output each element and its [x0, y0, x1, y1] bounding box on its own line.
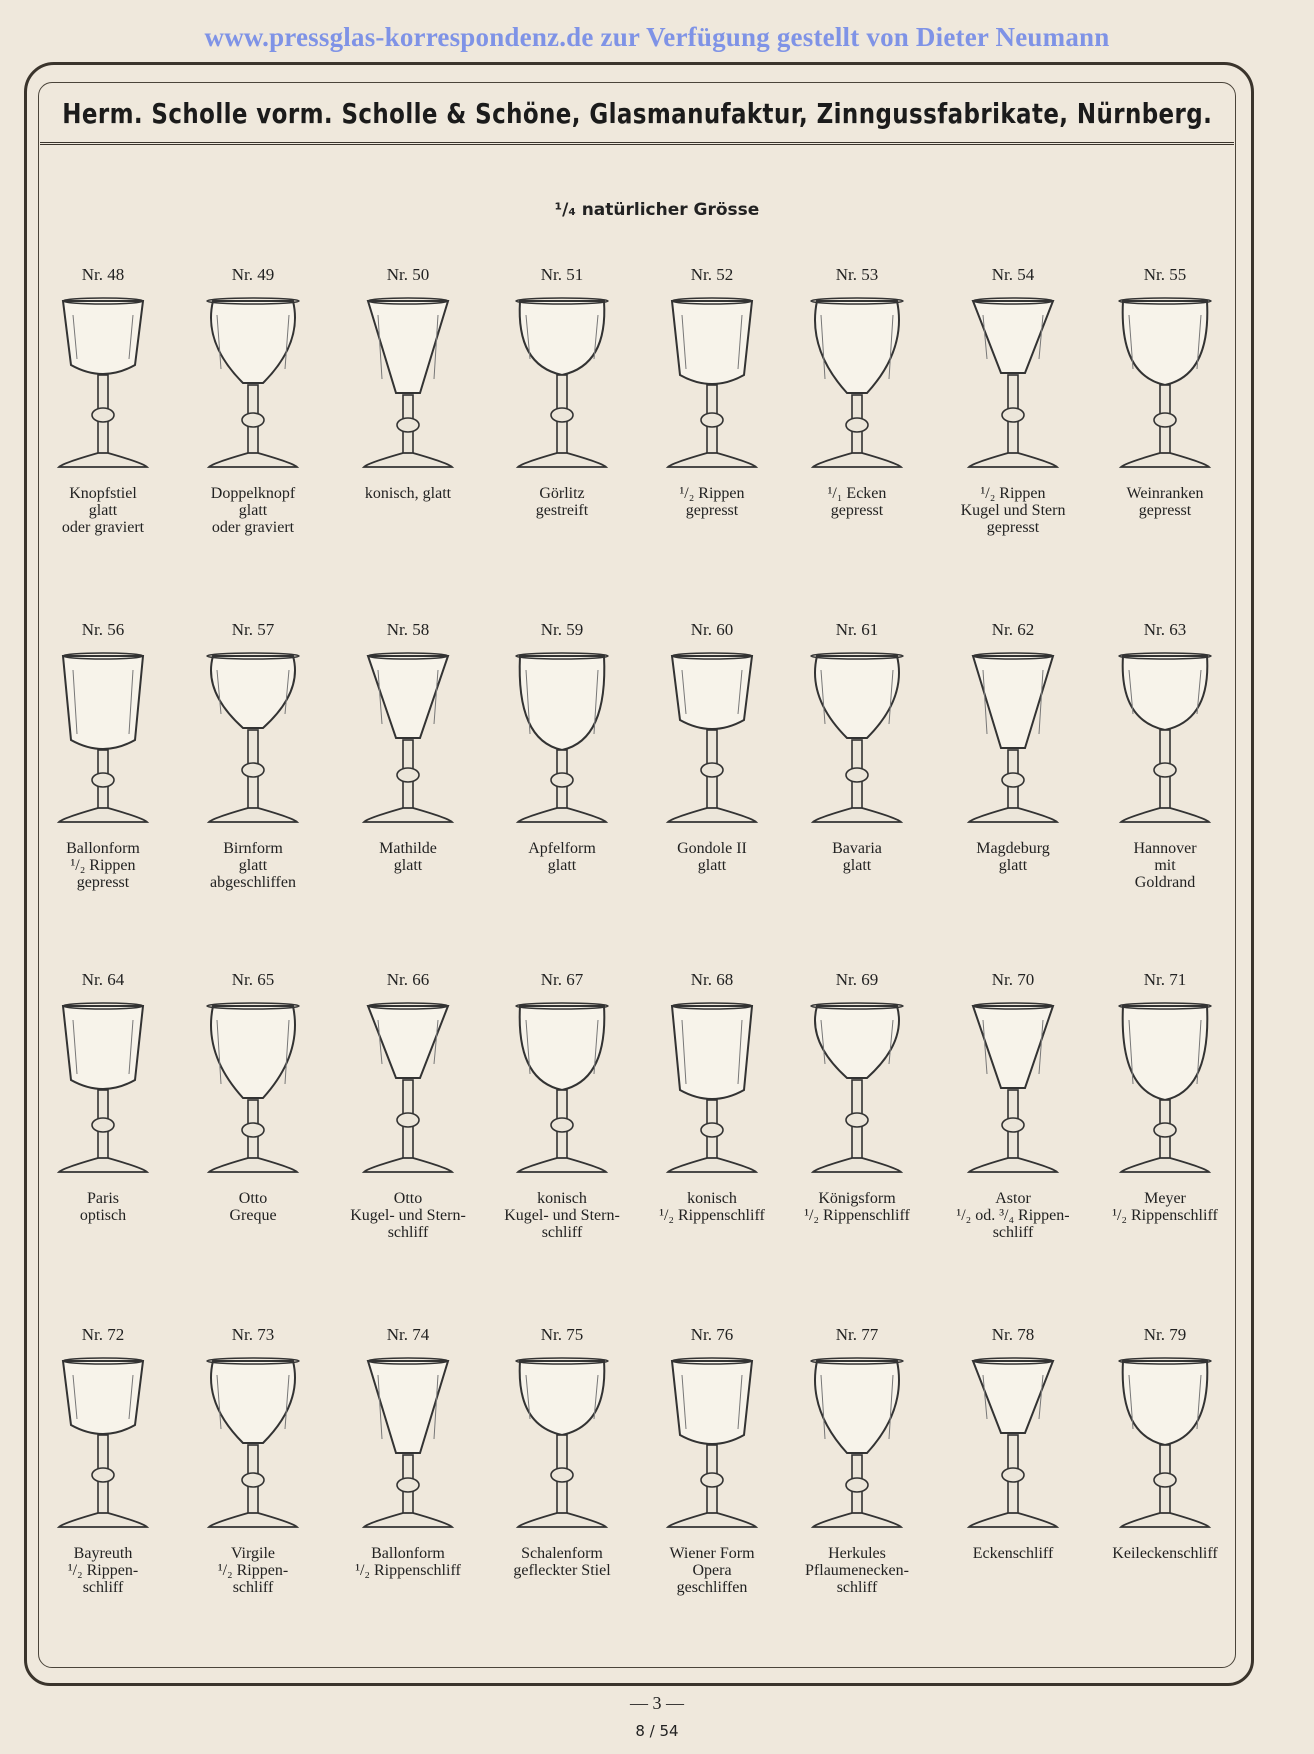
glass-item [333, 1325, 483, 1579]
glass-item [938, 1325, 1088, 1562]
glass-item [1090, 265, 1240, 519]
glass-description: Hannover mit Goldrand [1133, 840, 1197, 891]
catalog-header [40, 84, 1234, 145]
glass-item [28, 1325, 178, 1596]
glass-number: Nr. 51 [540, 265, 584, 284]
wine-glass-illustration [48, 650, 158, 830]
glass-number: Nr. 67 [540, 970, 584, 989]
glass-item [938, 265, 1088, 536]
header-title: Herm. Scholle vorm. Scholle & Schöne, Glasmanufaktur, Zinngussfabrikate, Nürnberg. [61, 96, 1213, 130]
glass-number: Nr. 52 [690, 265, 734, 284]
wine-glass-illustration [958, 1000, 1068, 1180]
wine-glass-illustration [802, 650, 912, 830]
glass-description: konisch, glatt [364, 485, 452, 502]
glass-description: Doppelknopf glatt oder graviert [210, 485, 296, 536]
glass-item [333, 970, 483, 1241]
glass-number: Nr. 61 [835, 620, 879, 639]
glass-number: Nr. 50 [386, 265, 430, 284]
wine-glass-illustration [958, 1355, 1068, 1535]
glass-number: Nr. 63 [1143, 620, 1187, 639]
glass-number: Nr. 69 [835, 970, 879, 989]
glass-number: Nr. 49 [231, 265, 275, 284]
glass-number: Nr. 72 [81, 1325, 125, 1344]
glass-item [938, 970, 1088, 1241]
glass-number: Nr. 48 [81, 265, 125, 284]
glass-description: Virgile ¹/₂ Rippen- schliff [217, 1545, 289, 1596]
wine-glass-illustration [507, 650, 617, 830]
glass-description: Keileckenschliff [1112, 1545, 1218, 1562]
pdf-page-counter: 8 / 54 [635, 1722, 679, 1740]
glass-description: Ballonform ¹/₂ Rippenschliff [355, 1545, 461, 1579]
wine-glass-illustration [657, 1000, 767, 1180]
glass-description: Königsform ¹/₂ Rippenschliff [804, 1190, 910, 1224]
wine-glass-illustration [1110, 1000, 1220, 1180]
wine-glass-illustration [657, 295, 767, 475]
glass-description: Görlitz gestreift [535, 485, 589, 519]
glass-number: Nr. 70 [991, 970, 1035, 989]
glass-description: Eckenschliff [972, 1545, 1054, 1562]
glass-description: Herkules Pflaumenecken- schliff [805, 1545, 909, 1596]
glass-item [782, 1325, 932, 1596]
glass-number: Nr. 75 [540, 1325, 584, 1344]
glass-number: Nr. 78 [991, 1325, 1035, 1344]
glass-description: Wiener Form Opera geschliffen [669, 1545, 755, 1596]
glass-item [1090, 970, 1240, 1224]
glass-item [178, 265, 328, 536]
glass-number: Nr. 73 [231, 1325, 275, 1344]
wine-glass-illustration [353, 295, 463, 475]
glass-description: Gondole II glatt [677, 840, 747, 874]
glass-item [938, 620, 1088, 874]
glass-description: Ballonform ¹/₂ Rippen gepresst [66, 840, 140, 891]
glass-item [178, 970, 328, 1224]
glass-item [1090, 620, 1240, 891]
scale-note: ¹/₄ natürlicher Grösse [554, 200, 760, 220]
glass-number: Nr. 76 [690, 1325, 734, 1344]
glass-description: Bayreuth ¹/₂ Rippen- schliff [67, 1545, 139, 1596]
watermark-text: www.pressglas-korrespondenz.de zur Verfügung gestellt von Dieter Neumann [204, 22, 1110, 52]
glass-item [637, 265, 787, 519]
glass-description: Magdeburg glatt [976, 840, 1050, 874]
glass-description: Paris optisch [79, 1190, 127, 1224]
glass-description: Apfelform glatt [528, 840, 596, 874]
glass-description: Weinranken gepresst [1126, 485, 1204, 519]
glass-item [487, 1325, 637, 1579]
glass-description: Knopfstiel glatt oder graviert [61, 485, 145, 536]
glass-number: Nr. 65 [231, 970, 275, 989]
wine-glass-illustration [958, 650, 1068, 830]
glass-number: Nr. 57 [231, 620, 275, 639]
glass-number: Nr. 58 [386, 620, 430, 639]
wine-glass-illustration [48, 295, 158, 475]
glass-item [637, 970, 787, 1224]
glass-description: ¹/₁ Ecken gepresst [827, 485, 887, 519]
wine-glass-illustration [507, 1355, 617, 1535]
glass-item [28, 620, 178, 891]
glass-description: Otto Greque [229, 1190, 277, 1224]
glass-number: Nr. 79 [1143, 1325, 1187, 1344]
glass-item [487, 265, 637, 519]
glass-number: Nr. 55 [1143, 265, 1187, 284]
glass-item [487, 620, 637, 874]
wine-glass-illustration [353, 1000, 463, 1180]
glass-number: Nr. 53 [835, 265, 879, 284]
wine-glass-illustration [353, 1355, 463, 1535]
glass-item [637, 620, 787, 874]
glass-item [782, 970, 932, 1224]
glass-item [333, 265, 483, 502]
glass-item [333, 620, 483, 874]
glass-item [28, 265, 178, 536]
wine-glass-illustration [198, 295, 308, 475]
glass-description: Birnform glatt abgeschliffen [210, 840, 296, 891]
wine-glass-illustration [657, 650, 767, 830]
glass-item [487, 970, 637, 1241]
glass-item [1090, 1325, 1240, 1562]
glass-item [637, 1325, 787, 1596]
glass-description: Otto Kugel- und Stern- schliff [350, 1190, 466, 1241]
glass-number: Nr. 59 [540, 620, 584, 639]
wine-glass-illustration [802, 1000, 912, 1180]
glass-number: Nr. 54 [991, 265, 1035, 284]
wine-glass-illustration [1110, 650, 1220, 830]
glass-number: Nr. 66 [386, 970, 430, 989]
glass-description: Mathilde glatt [379, 840, 437, 874]
wine-glass-illustration [198, 1355, 308, 1535]
wine-glass-illustration [507, 1000, 617, 1180]
wine-glass-illustration [48, 1000, 158, 1180]
glass-number: Nr. 64 [81, 970, 125, 989]
page-number: — 3 — [630, 1693, 684, 1713]
glass-number: Nr. 62 [991, 620, 1035, 639]
glass-number: Nr. 68 [690, 970, 734, 989]
glass-number: Nr. 56 [81, 620, 125, 639]
glass-item [782, 620, 932, 874]
glass-description: ¹/₂ Rippen Kugel und Stern gepresst [960, 485, 1066, 536]
glass-description: Meyer ¹/₂ Rippenschliff [1112, 1190, 1218, 1224]
glass-number: Nr. 74 [386, 1325, 430, 1344]
wine-glass-illustration [958, 295, 1068, 475]
wine-glass-illustration [657, 1355, 767, 1535]
wine-glass-illustration [353, 650, 463, 830]
wine-glass-illustration [48, 1355, 158, 1535]
wine-glass-illustration [198, 1000, 308, 1180]
glass-description: konisch Kugel- und Stern- schliff [504, 1190, 620, 1241]
wine-glass-illustration [198, 650, 308, 830]
glass-item [178, 620, 328, 891]
wine-glass-illustration [507, 295, 617, 475]
glass-number: Nr. 77 [835, 1325, 879, 1344]
wine-glass-illustration [802, 1355, 912, 1535]
glass-description: ¹/₂ Rippen gepresst [679, 485, 745, 519]
glass-description: Bavaria glatt [832, 840, 882, 874]
glass-description: Schalenform gefleckter Stiel [513, 1545, 611, 1579]
wine-glass-illustration [802, 295, 912, 475]
glass-description: konisch ¹/₂ Rippenschliff [659, 1190, 765, 1224]
glass-number: Nr. 60 [690, 620, 734, 639]
wine-glass-illustration [1110, 1355, 1220, 1535]
glass-item [178, 1325, 328, 1596]
wine-glass-illustration [1110, 295, 1220, 475]
glass-description: Astor ¹/₂ od. ³/₄ Rippen- schliff [956, 1190, 1070, 1241]
glass-number: Nr. 71 [1143, 970, 1187, 989]
glass-item [28, 970, 178, 1224]
glass-item [782, 265, 932, 519]
